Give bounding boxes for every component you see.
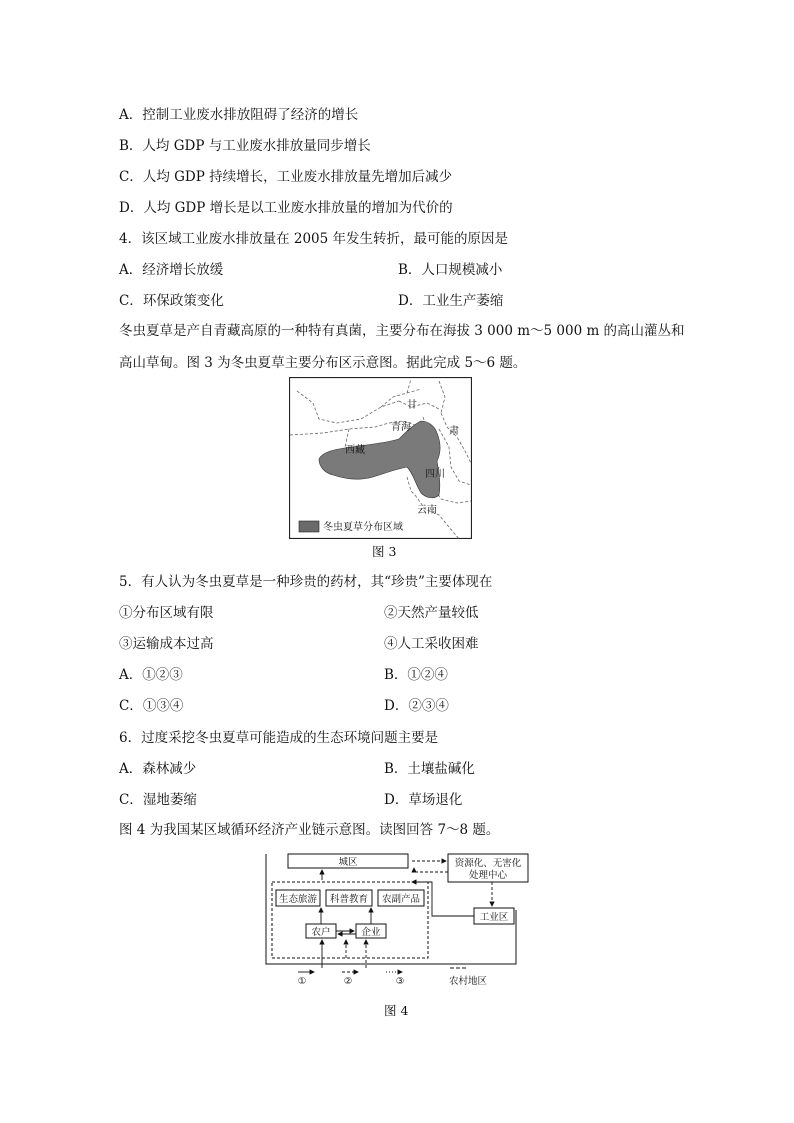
q5-stem: 5．有人认为冬虫夏草是一种珍贵的药材，其“珍贵”主要体现在 [119, 574, 493, 590]
q5-option-a: A．①②③ [119, 667, 183, 683]
node-enterprise: 企业 [361, 927, 381, 938]
q3-option-b: B．人均 GDP 与工业废水排放量同步增长 [119, 138, 371, 154]
node-industrial-zone: 工业区 [479, 912, 509, 923]
label-yunnan: 云南 [417, 505, 437, 516]
legend-text: 冬虫夏草分布区域 [323, 522, 403, 533]
node-farmers: 农户 [311, 927, 331, 938]
node-science-education: 科普教育 [329, 894, 369, 905]
figure-4-caption: 图 4 [384, 1003, 409, 1018]
q4-option-a: A．经济增长放缓 [119, 262, 224, 278]
q4-option-b: B．人口规模减小 [398, 262, 503, 278]
q3-option-c: C．人均 GDP 持续增长，工业废水排放量先增加后减少 [119, 169, 453, 185]
q4-stem: 4．该区域工业废水排放量在 2005 年发生转折，最可能的原因是 [119, 231, 509, 247]
q6-option-b: B．土壤盐碱化 [384, 761, 475, 777]
label-xizang: 西藏 [345, 445, 365, 456]
node-eco-tourism: 生态旅游 [278, 894, 318, 905]
q5-option-b: B．①②④ [384, 667, 448, 683]
node-center-line1: 资源化、无害化 [454, 858, 522, 869]
q5-statement-1: ①分布区域有限 [119, 605, 214, 621]
label-gan: 甘 [407, 400, 417, 411]
node-center-line2: 处理中心 [468, 870, 508, 881]
node-city: 城区 [338, 857, 358, 868]
q6-option-d: D．草场退化 [384, 792, 463, 808]
q6-stem: 6．过度采挖冬虫夏草可能造成的生态环境问题主要是 [119, 730, 439, 746]
figure-3-caption: 图 3 [372, 544, 397, 559]
intro-figure-4: 图 4 为我国某区域循环经济产业链示意图。读图回答 7～8 题。 [119, 822, 500, 838]
figure-3-map [289, 377, 472, 539]
legend-rural-area: 农村地区 [448, 976, 488, 987]
q5-option-c: C．①③④ [119, 698, 184, 714]
q6-option-a: A．森林减少 [119, 761, 197, 777]
legend-symbol-2: ② [343, 976, 353, 987]
legend-symbol-3: ③ [395, 976, 405, 987]
intro-paragraph-line1: 冬虫夏草是产自青藏高原的一种特有真菌，主要分布在海拔 3 000 m～5 000 m 的高山灌丛和 [119, 323, 685, 339]
q5-statement-3: ③运输成本过高 [119, 636, 214, 652]
q4-option-d: D．工业生产萎缩 [398, 293, 504, 309]
legend-symbol-1: ① [297, 976, 307, 987]
label-sichuan: 四川 [425, 469, 445, 480]
q5-option-d: D．②③④ [384, 698, 449, 714]
legend-swatch [299, 521, 319, 532]
label-qinghai: 青海 [391, 422, 411, 433]
q4-option-c: C．环保政策变化 [119, 293, 224, 309]
q5-statement-2: ②天然产量较低 [384, 605, 479, 621]
q6-option-c: C．湿地萎缩 [119, 792, 197, 808]
label-su: 肃 [449, 426, 459, 437]
node-agricultural-products: 农副产品 [381, 894, 421, 905]
q3-option-d: D．人均 GDP 增长是以工业废水排放量的增加为代价的 [119, 200, 453, 216]
intro-paragraph-line2: 高山草甸。图 3 为冬虫夏草主要分布区示意图。据此完成 5～6 题。 [119, 355, 527, 371]
q5-statement-4: ④人工采收困难 [384, 636, 479, 652]
figure-4-diagram [262, 848, 536, 990]
q3-option-a: A．控制工业废水排放阻碍了经济的增长 [119, 107, 359, 123]
